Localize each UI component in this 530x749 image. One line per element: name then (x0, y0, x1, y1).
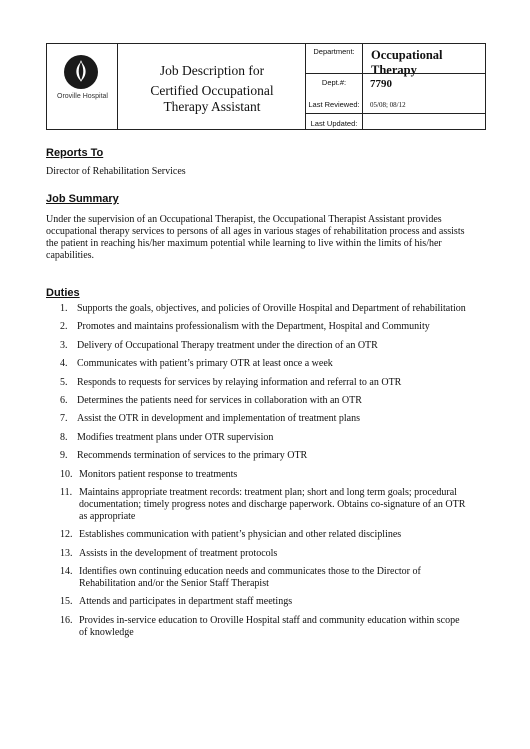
department-label: Department: (306, 44, 363, 73)
hospital-logo-icon (64, 55, 98, 89)
duty-text: Determines the patients need for services in collaboration with an OTR (77, 394, 362, 406)
summary-line: capabilities. (46, 250, 95, 261)
duty-item (60, 321, 490, 333)
job-summary-text (46, 214, 492, 262)
reports-to-text: Director of Rehabilitation Services (46, 166, 186, 177)
duty-item (60, 548, 490, 560)
duty-number: 7. (60, 413, 68, 425)
document-title (118, 44, 306, 129)
duty-item (60, 395, 490, 407)
duty-item (60, 596, 490, 608)
duty-text: of knowledge (79, 626, 134, 638)
duty-text: Communicates with patient’s primary OTR at least once a week (77, 358, 333, 370)
summary-line: Under the supervision of an Occupational Therapist, the Occupational Therapist Assistant provides (46, 214, 442, 225)
duty-item (60, 377, 490, 389)
dept-number-value: 7790 (370, 78, 392, 90)
duty-text: Provides in-service education to Oroville Hospital staff and community education within scope (79, 614, 460, 626)
duty-number: 1. (60, 303, 68, 314)
duty-text: Recommends termination of services to the primary OTR (77, 450, 308, 462)
duty-text: Maintains appropriate treatment records: treatment plan; short and long term goals; procedural (79, 486, 457, 498)
last-updated-label: Last Updated: (306, 114, 363, 129)
duty-item (60, 450, 490, 462)
duty-number: 3. (60, 339, 68, 351)
duty-number: 4. (60, 358, 68, 370)
dept-number-label: Dept.#: (306, 74, 363, 94)
duty-item (60, 413, 490, 425)
last-reviewed-label: Last Reviewed: (306, 94, 363, 113)
logo-cell (47, 44, 118, 129)
duty-text: Supports the goals, objectives, and policies of Oroville Hospital and Department of rehabilitation (77, 303, 466, 314)
department-value: Occupational Therapy (371, 48, 443, 77)
duties-heading: Duties (46, 287, 80, 299)
duties-list (60, 303, 490, 645)
duty-number: 15. (60, 596, 73, 608)
duty-text: Establishes communication with patient’s physician and other related disciplines (79, 529, 402, 541)
duty-text: Promotes and maintains professionalism with the Department, Hospital and Community (77, 321, 430, 333)
duty-text: Assists in the development of treatment protocols (79, 547, 278, 559)
duty-item (60, 340, 490, 352)
duty-text: Identifies own continuing education needs and communicates those to the Director of (79, 566, 421, 578)
duty-item (60, 303, 490, 315)
logo-name: Oroville Hospital (57, 93, 108, 100)
duty-number: 6. (60, 394, 68, 406)
duty-number: 2. (60, 321, 68, 333)
duty-number: 11. (60, 486, 73, 498)
duty-text: documentation; timely progress notes and discharge paperwork. Obtains co-signature of an OTR (79, 498, 466, 510)
duty-number: 13. (60, 547, 73, 559)
duty-text: Assist the OTR in development and implementation of treatment plans (77, 413, 360, 425)
duty-number: 16. (60, 614, 73, 626)
duty-item (60, 432, 490, 444)
duty-number: 9. (60, 450, 68, 462)
reports-to-heading: Reports To (46, 147, 104, 159)
duty-number: 12. (60, 529, 73, 541)
summary-line: occupational therapy services to persons of all ages in various stages of rehabilitation process and assists (46, 226, 465, 237)
duty-text: Rehabilitation and/or the Senior Staff Therapist (79, 578, 269, 590)
title-line: Certified Occupational (150, 83, 274, 98)
duty-text: Responds to requests for services by relaying information and referral to an OTR (77, 376, 402, 388)
duty-number: 10. (60, 468, 73, 480)
last-reviewed-value: 05/08; 08/12 (370, 101, 406, 109)
duty-text: Monitors patient response to treatments (79, 468, 238, 480)
duty-text: Modifies treatment plans under OTR supervision (77, 431, 274, 443)
duty-text: Delivery of Occupational Therapy treatment under the direction of an OTR (77, 339, 378, 351)
duty-item (60, 469, 490, 481)
title-line: Job Description for (159, 63, 265, 78)
duty-text: as appropriate (79, 510, 136, 522)
duty-number: 8. (60, 431, 68, 443)
duty-number: 5. (60, 376, 68, 388)
duty-item (60, 358, 490, 370)
title-line: Therapy Assistant (163, 99, 261, 114)
duty-text: Attends and participates in department staff meetings (79, 596, 293, 608)
duty-item (60, 615, 490, 639)
summary-line: the patient in reaching his/her maximum potential while learning to live within the limits of his/her (46, 238, 442, 249)
duty-number: 14. (60, 566, 73, 578)
duty-item (60, 487, 490, 523)
duty-item (60, 529, 490, 541)
job-summary-heading: Job Summary (46, 193, 119, 205)
duty-item (60, 566, 490, 590)
last-updated-value (363, 114, 485, 129)
header-table (46, 43, 486, 130)
